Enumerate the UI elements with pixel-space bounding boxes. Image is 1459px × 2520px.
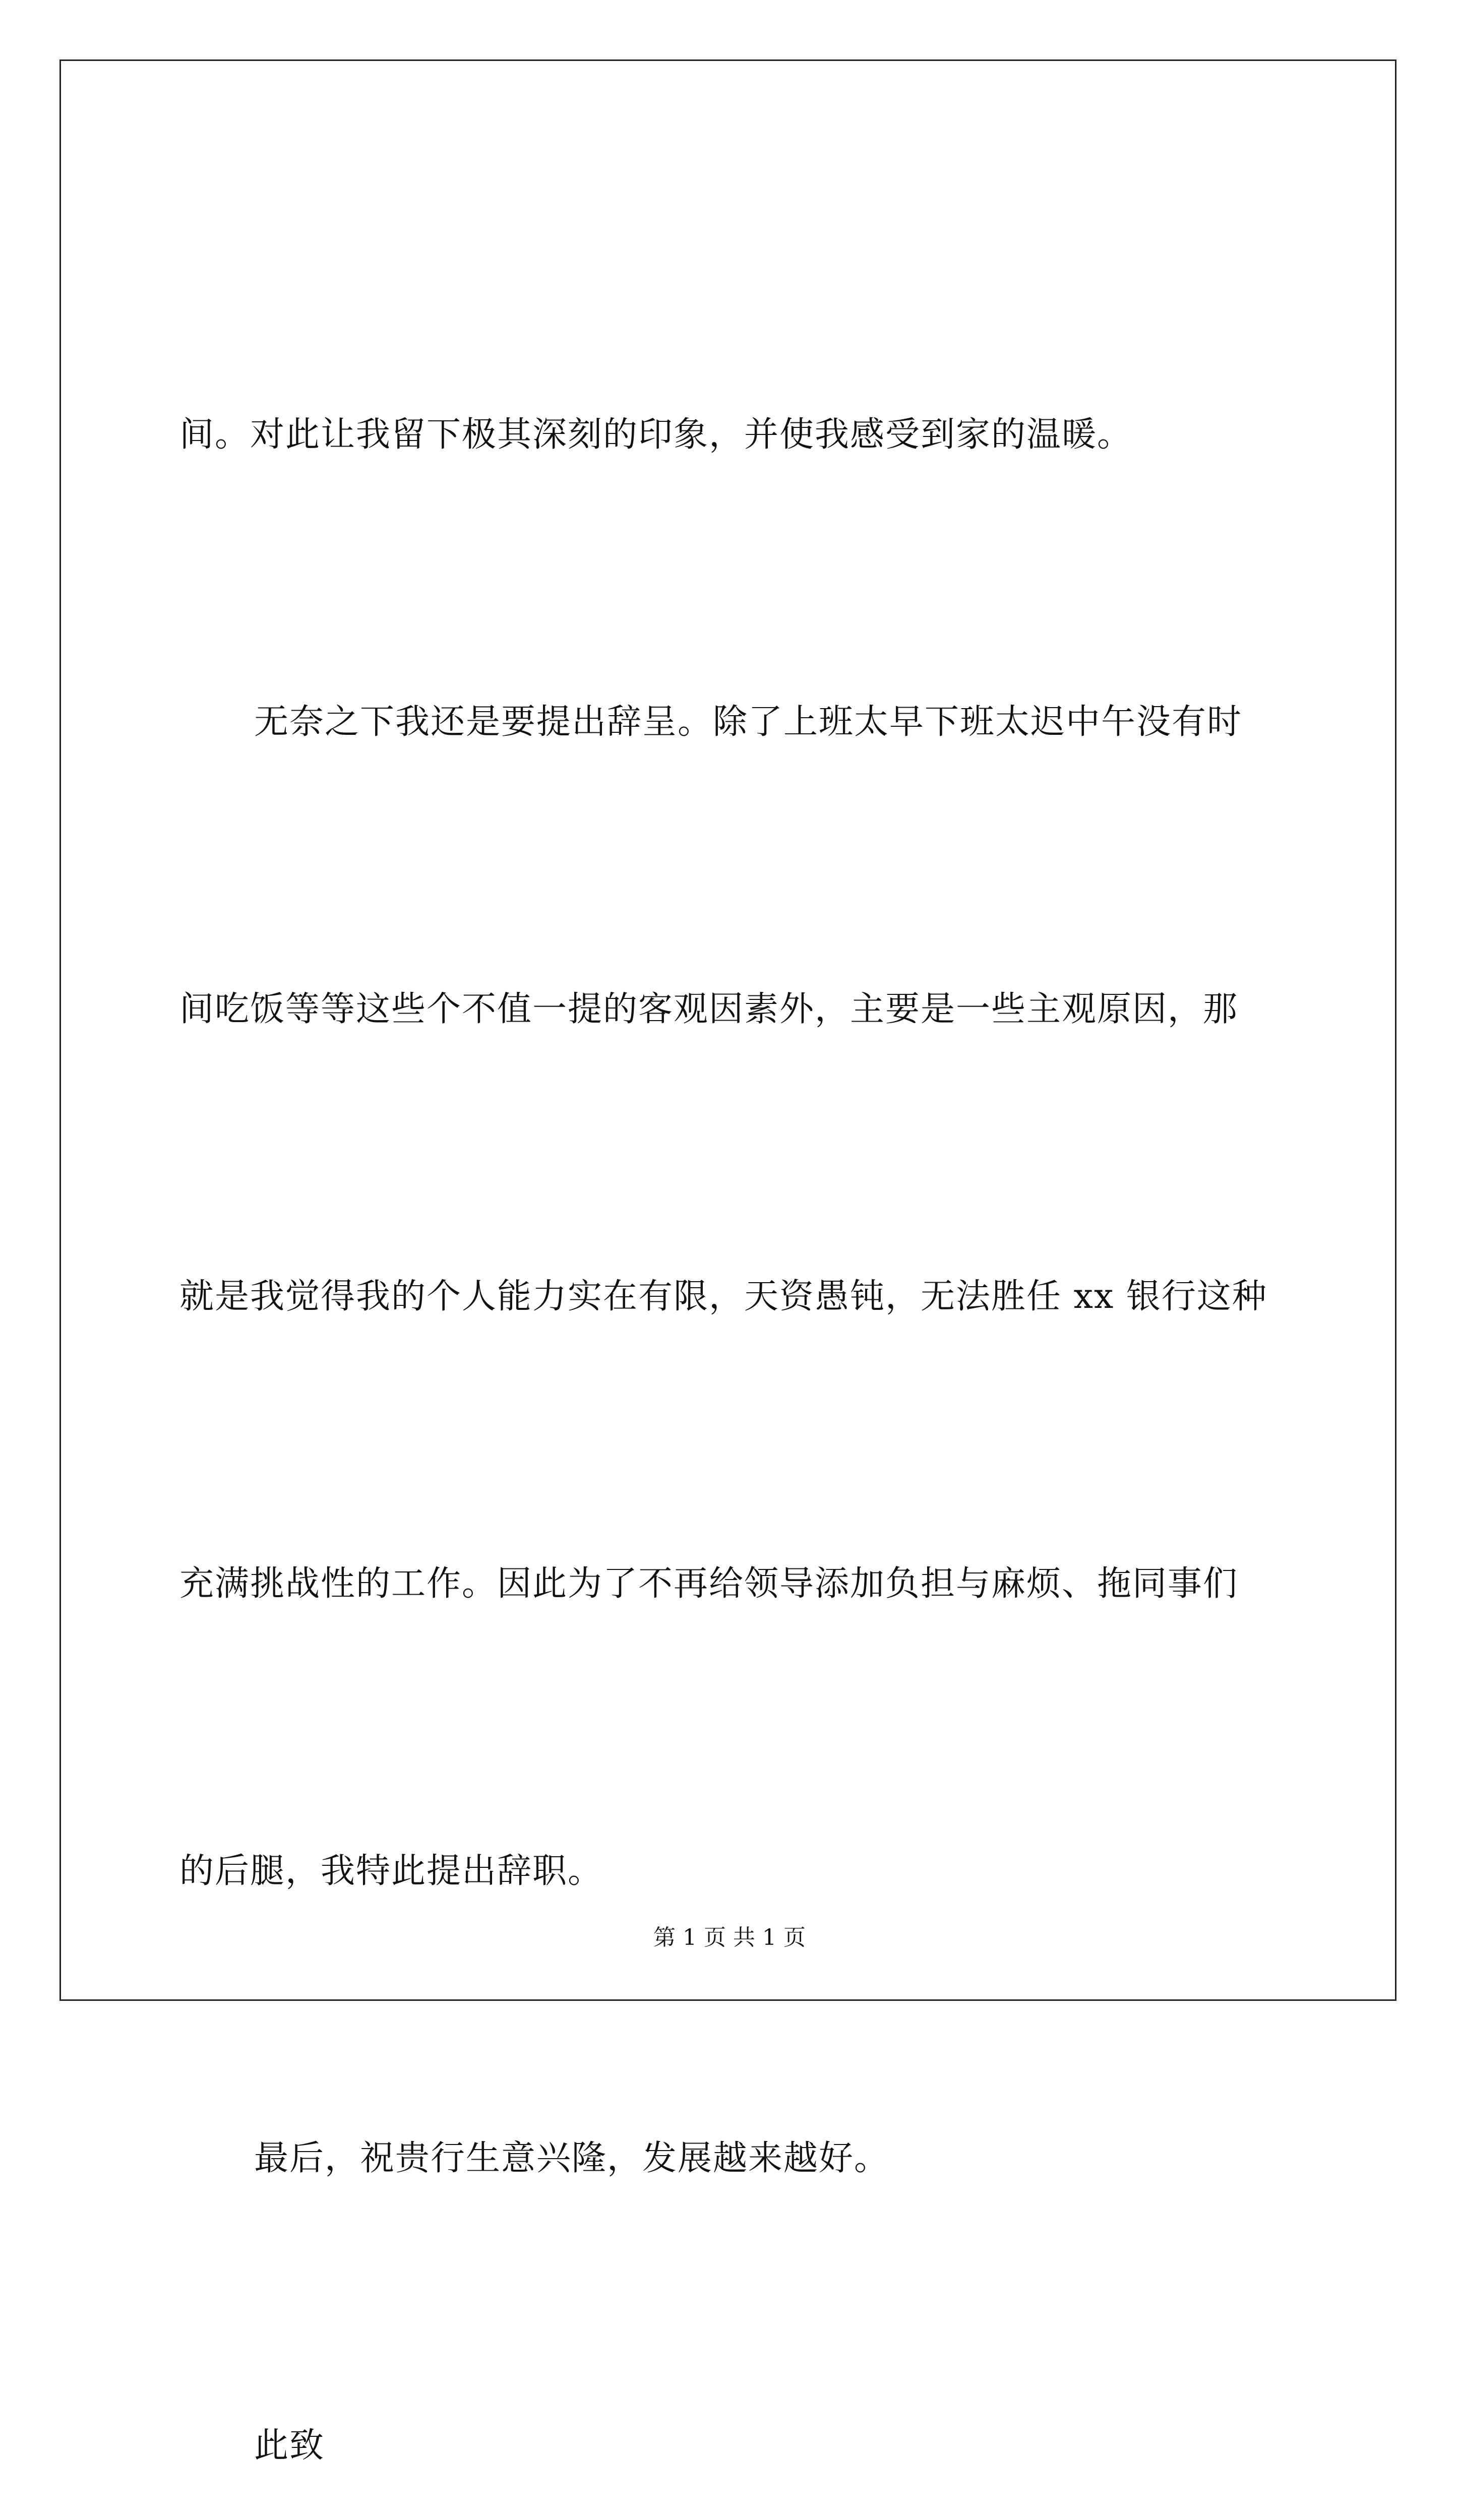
text-line: 的后腿，我特此提出辞职。 [179,1851,603,1891]
text-line: 最后，祝贵行生意兴隆，发展越来越好。 [254,2138,890,2178]
text-line: 间。对此让我留下极其深刻的印象，并使我感受到家的温暖。 [179,415,1133,455]
text-line: 就是我觉得我的个人能力实在有限，天资愚钝，无法胜任 xx 银行这种 [179,1277,1267,1316]
text-line: 此致 [254,2426,325,2466]
document-body [179,196,1314,2520]
page-footer: 第 1 页 共 1 页 [653,1925,806,1950]
text-line: 无奈之下我还是要提出辞呈。除了上班太早下班太迟中午没有时 [254,702,1243,742]
text-line: 充满挑战性的工作。因此为了不再给领导添加负担与麻烦、拖同事们 [179,1564,1239,1604]
text-line: 间吃饭等等这些个不值一提的客观因素外，主要是一些主观原因，那 [179,989,1239,1029]
